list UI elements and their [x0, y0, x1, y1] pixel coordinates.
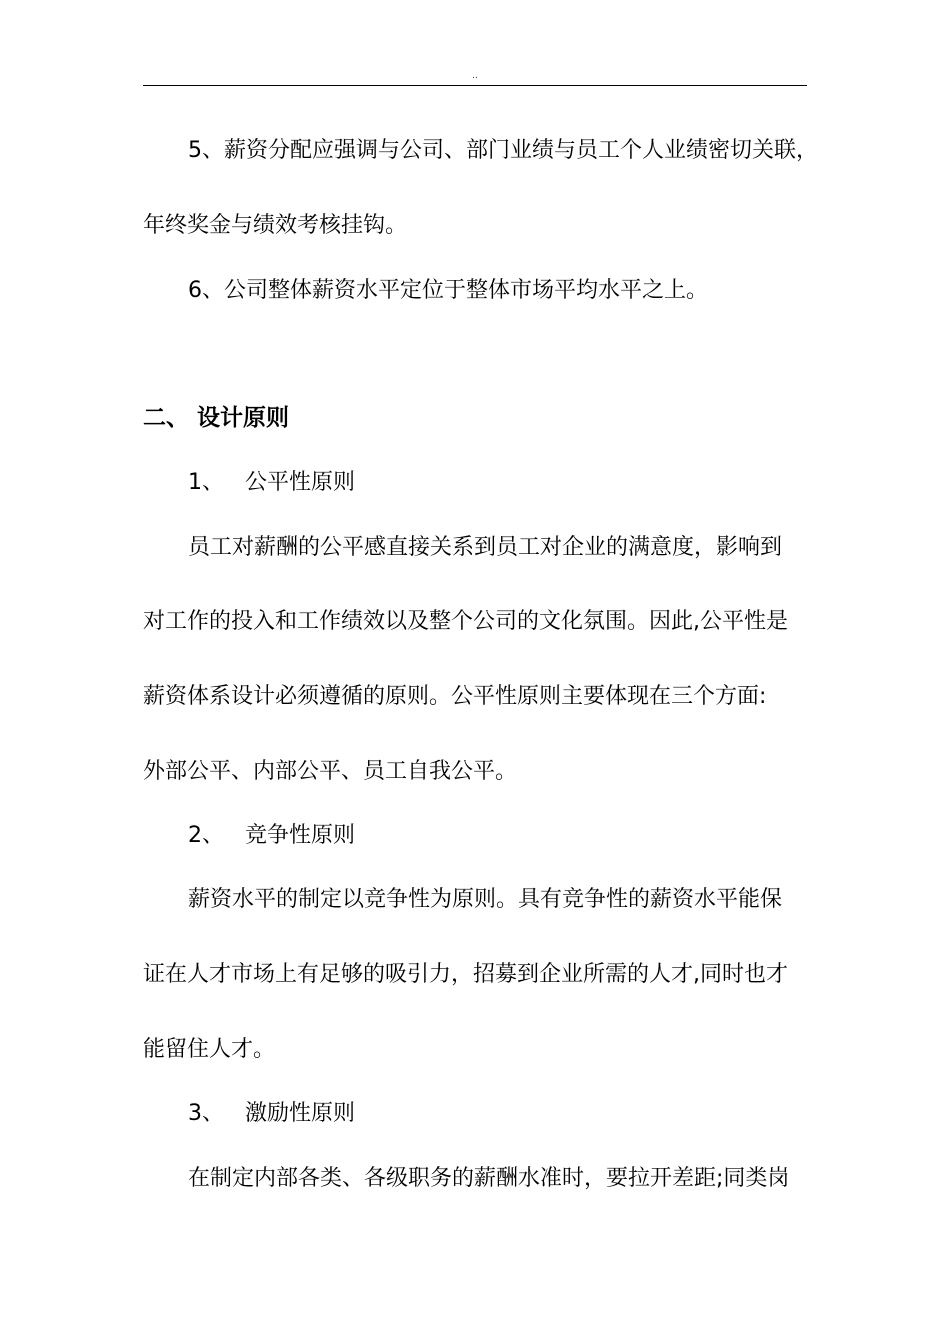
fairness-line-4: 外部公平、内部公平、员工自我公平。: [143, 759, 518, 784]
item-3-number: 3、: [188, 1101, 224, 1126]
item-3-title: 激励性原则: [245, 1101, 356, 1126]
fairness-line-1: 员工对薪酬的公平感直接关系到员工对企业的满意度，影响到: [188, 535, 783, 560]
header-rule: [143, 85, 807, 86]
item-2-heading: [188, 821, 868, 851]
fairness-line-2: 对工作的投入和工作绩效以及整个公司的文化氛围。因此,公平性是: [143, 609, 788, 634]
fairness-line-3: 薪资体系设计必须遵循的原则。公平性原则主要体现在三个方面:: [143, 684, 767, 709]
item-1-number: 1、: [188, 470, 224, 495]
paragraph-5-line-1: 5、薪资分配应强调与公司、部门业绩与员工个人业绩密切关联，: [188, 138, 818, 163]
item-2-title: 竞争性原则: [245, 823, 356, 848]
section-heading: 二、 设计原则: [143, 405, 290, 431]
competitive-line-2: 证在人才市场上有足够的吸引力，招募到企业所需的人才,同时也才: [143, 962, 788, 987]
item-3-heading: [188, 1099, 868, 1129]
item-1-heading: [188, 468, 868, 498]
paragraph-6: 6、公司整体薪资水平定位于整体市场平均水平之上。: [188, 278, 708, 303]
competitive-line-1: 薪资水平的制定以竞争性为原则。具有竞争性的薪资水平能保: [188, 887, 783, 912]
item-1-title: 公平性原则: [245, 470, 356, 495]
header-mark: ..: [472, 71, 478, 81]
item-2-number: 2、: [188, 823, 224, 848]
competitive-line-3: 能留住人才。: [143, 1037, 276, 1062]
incentive-line-1: 在制定内部各类、各级职务的薪酬水准时，要拉开差距;同类岗: [188, 1166, 790, 1191]
paragraph-5-line-2: 年终奖金与绩效考核挂钩。: [143, 213, 408, 238]
